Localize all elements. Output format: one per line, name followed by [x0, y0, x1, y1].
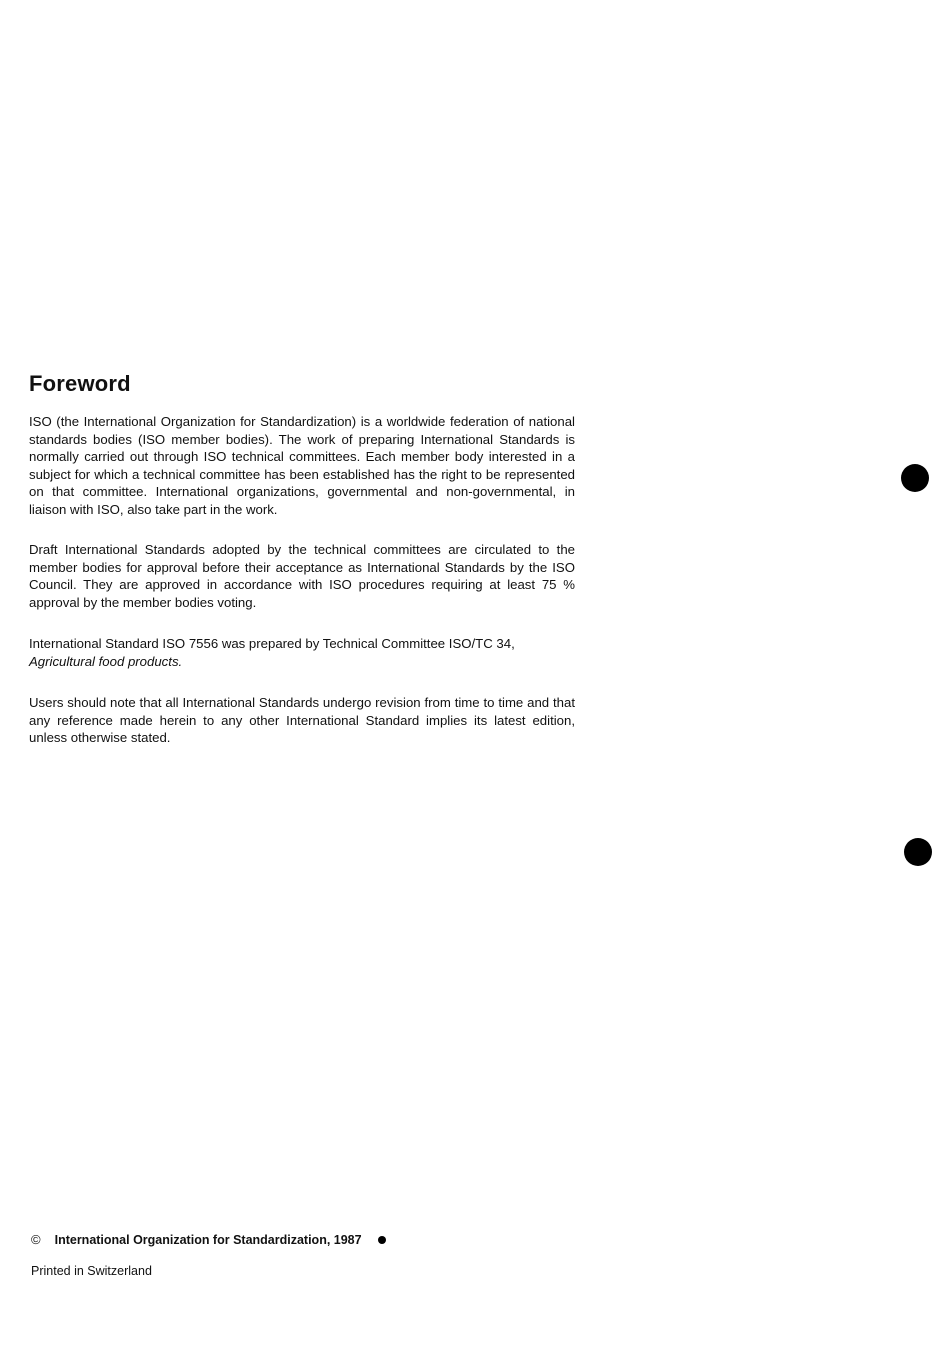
- copyright-line: [31, 1232, 386, 1247]
- copyright-text: International Organization for Standardization, 1987: [54, 1232, 362, 1247]
- foreword-paragraph-2: Draft International Standards adopted by the technical committees are circulated to the member bodies for approval before their acceptance as International Standards by the ISO Council. They are approved in accordance with ISO procedures requiring at least 75 % approval by the member bodies voting.: [29, 542, 575, 610]
- foreword-paragraph-3: [29, 635, 575, 670]
- foreword-paragraph-1: ISO (the International Organization for Standardization) is a worldwide federation of national standards bodies (ISO member bodies). The work of preparing International Standards is normally carried out through ISO technical committees. Each member body interested in a subject for which a technical committee has been established has the right to be represented on that committee. International organizations, governmental and non-governmental, in liaison with ISO, also take part in the work.: [29, 414, 575, 517]
- printed-in-note: Printed in Switzerland: [31, 1264, 152, 1278]
- committee-statement: International Standard ISO 7556 was prepared by Technical Committee ISO/TC 34,: [29, 636, 515, 651]
- committee-title: Agricultural food products.: [29, 653, 183, 669]
- foreword-paragraph-4: Users should note that all International Standards undergo revision from time to time and that any reference made herein to any other International Standard implies its latest edition, unless otherwise stated.: [29, 695, 575, 745]
- copyright-icon: ©: [31, 1232, 41, 1247]
- bullet-dot-icon: [378, 1236, 386, 1244]
- punch-hole-top: [901, 464, 929, 492]
- page-title: Foreword: [29, 371, 131, 396]
- punch-hole-bottom: [904, 838, 932, 866]
